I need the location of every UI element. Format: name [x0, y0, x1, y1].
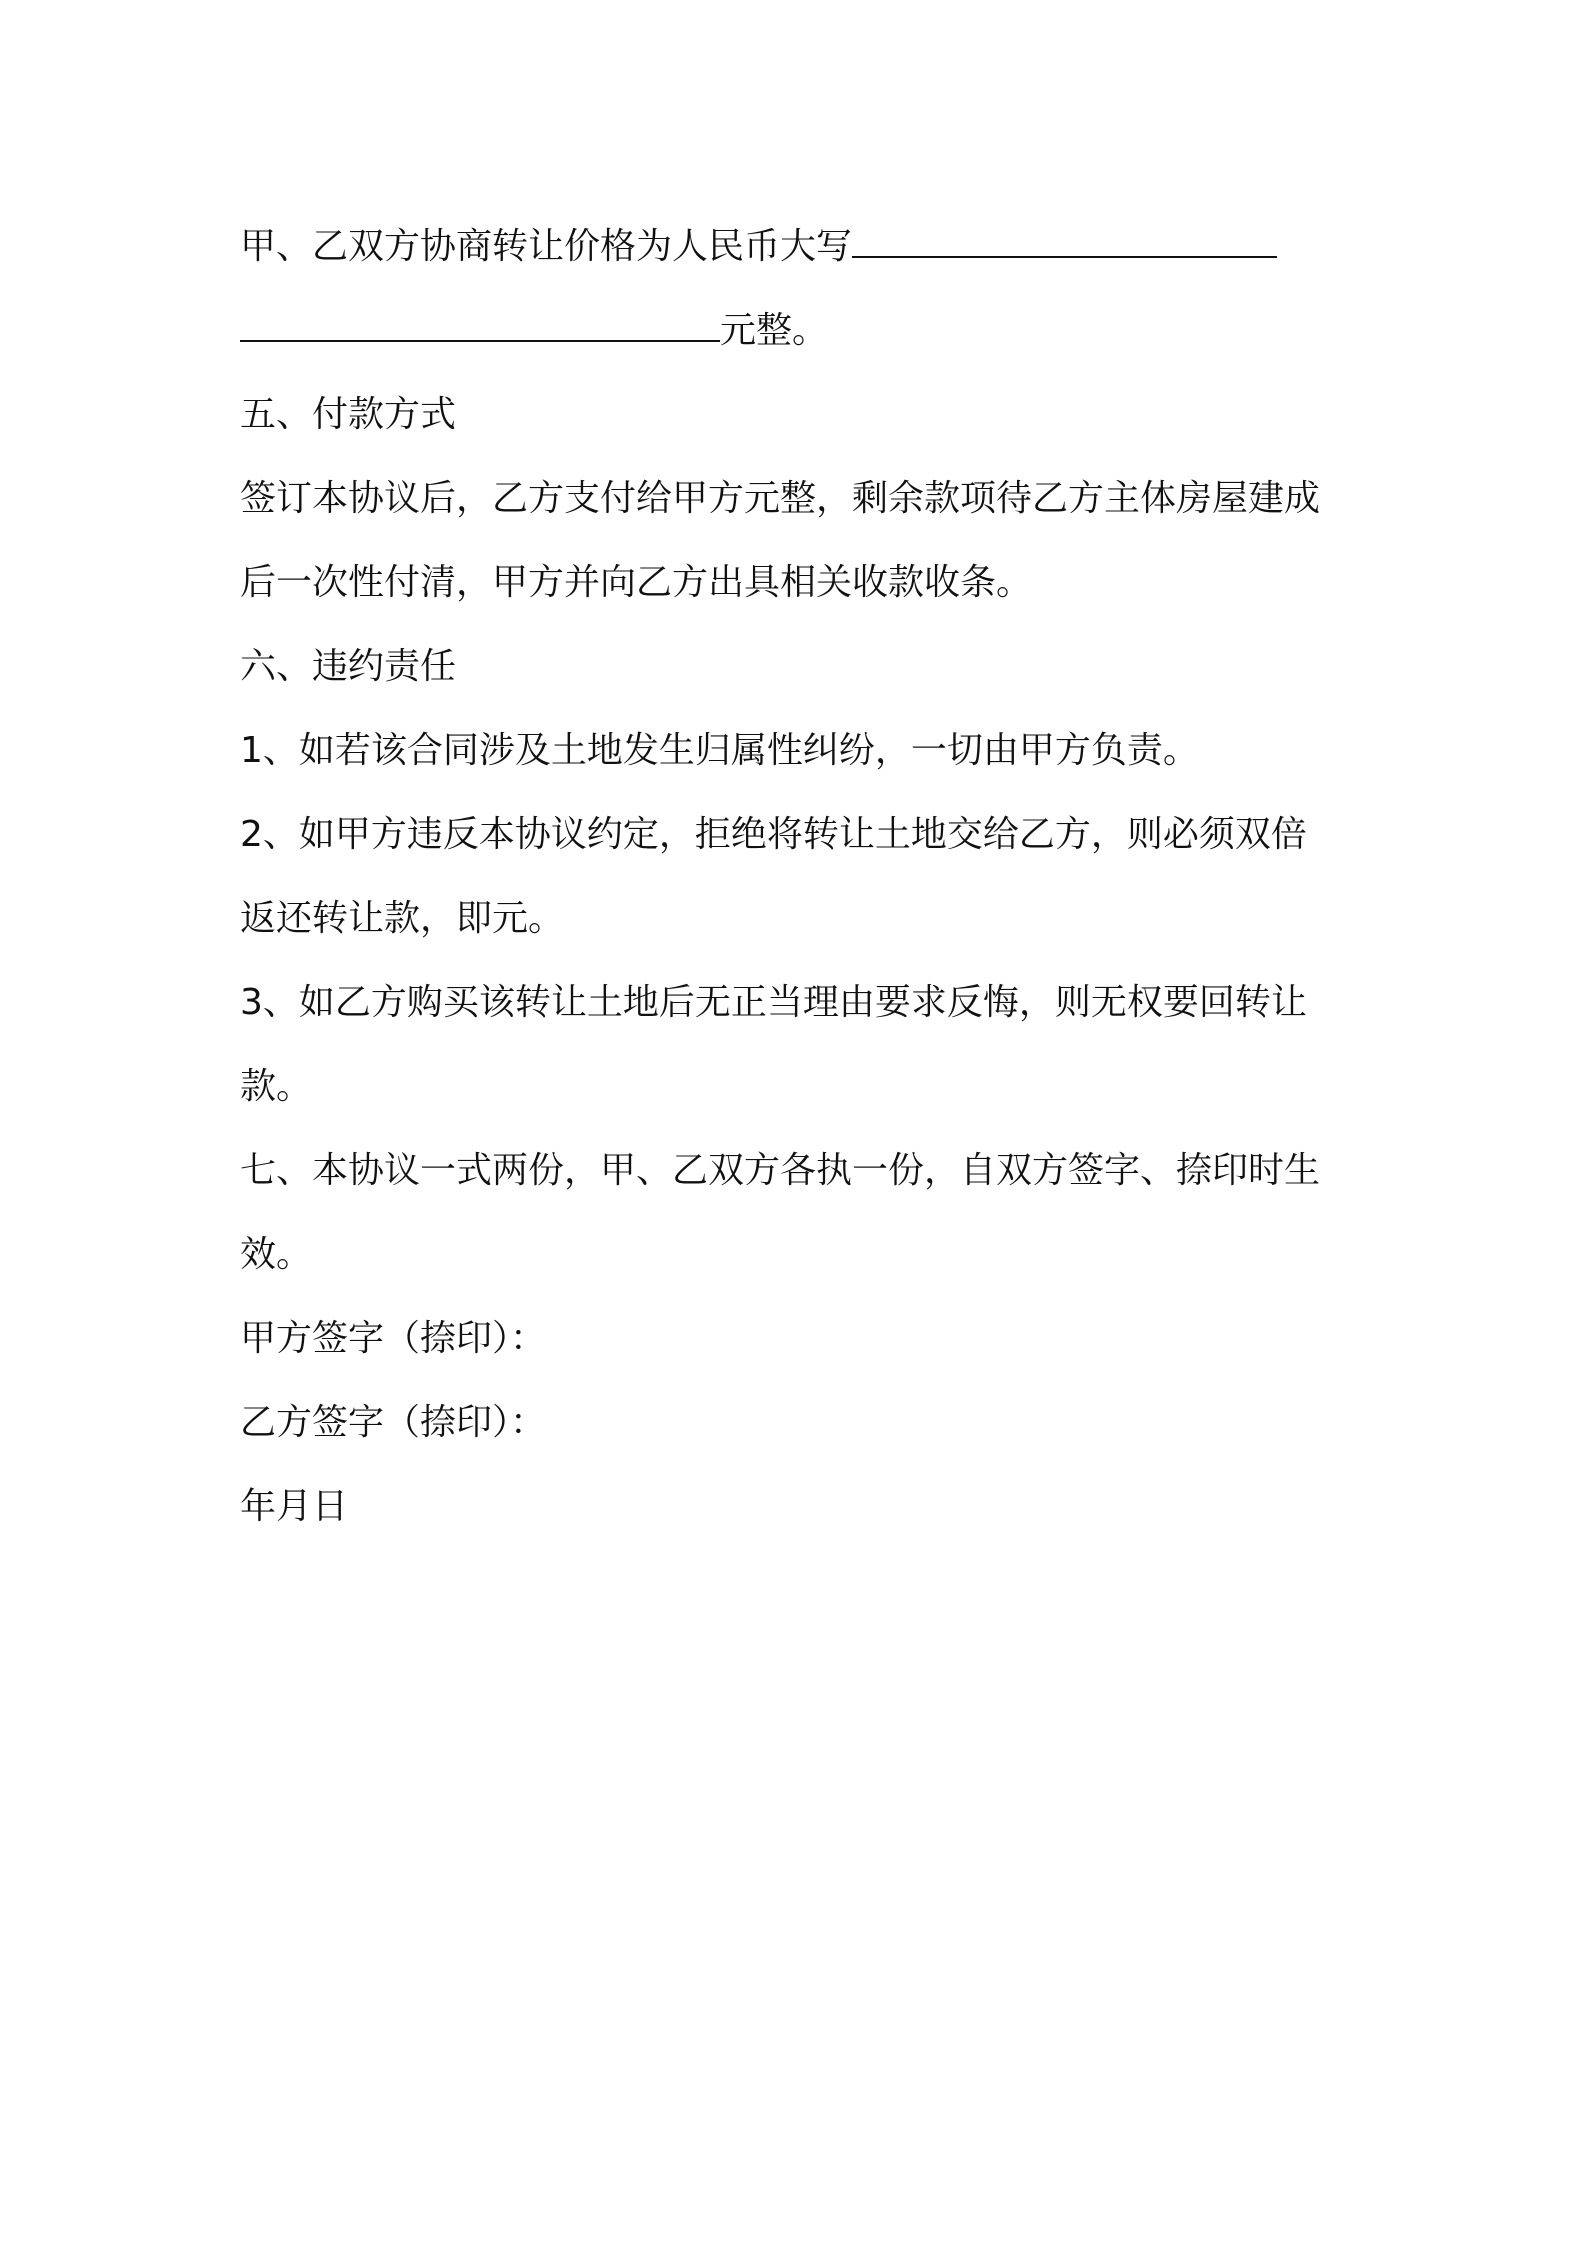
- price-blank-2: [240, 310, 720, 342]
- item-2-line-1: 2、如甲方违反本协议约定，拒绝将转让土地交给乙方，则必须双倍: [240, 814, 1307, 855]
- price-blank-1: [852, 226, 1277, 258]
- section5-body-1: 签订本协议后，乙方支付给甲方元整，剩余款项待乙方主体房屋建成: [240, 478, 1321, 519]
- section5-title: 五、付款方式: [240, 394, 457, 435]
- item-3-line-1: 3、如乙方购买该转让土地后无正当理由要求反悔，则无权要回转让: [240, 982, 1307, 1023]
- document-body: [240, 205, 1360, 1549]
- section7-line-1: 七、本协议一式两份，甲、乙双方各执一份，自双方签字、捺印时生: [240, 1150, 1321, 1191]
- section6-title: 六、违约责任: [240, 646, 457, 687]
- item-1: 1、如若该合同涉及土地发生归属性纠纷，一切由甲方负责。: [240, 730, 1199, 771]
- price-line-2: [240, 289, 1360, 373]
- price-text: 甲、乙双方协商转让价格为人民币大写: [240, 226, 853, 267]
- item-3-line-2: 款。: [240, 1066, 313, 1107]
- party-b-signature: 乙方签字（捺印）：: [240, 1402, 547, 1443]
- section5-body-2: 后一次性付清，甲方并向乙方出具相关收款收条。: [240, 562, 1033, 603]
- section7-line-2: 效。: [240, 1234, 313, 1275]
- date-line: 年月日: [240, 1486, 349, 1527]
- price-line-1: [240, 205, 1360, 289]
- party-a-signature: 甲方签字（捺印）：: [240, 1318, 547, 1359]
- item-2-line-2: 返还转让款，即元。: [240, 898, 565, 939]
- price-suffix: 元整。: [720, 310, 829, 351]
